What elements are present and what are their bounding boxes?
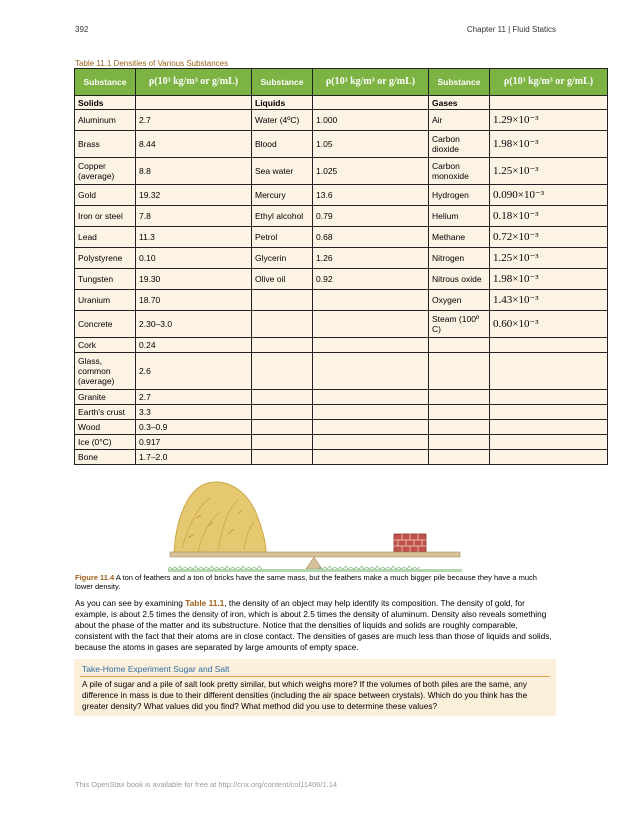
gas-density: 0.18×10⁻³	[490, 206, 608, 227]
solid-name: Glass, common (average)	[75, 353, 136, 390]
liquid-density	[313, 390, 429, 405]
liquid-name	[252, 420, 313, 435]
gas-density	[490, 450, 608, 465]
header-density-solids: ρ(10³ kg/m³ or g/mL)	[136, 69, 252, 96]
gas-density: 1.25×10⁻³	[490, 248, 608, 269]
figure-caption	[75, 573, 555, 591]
table-row	[75, 353, 608, 390]
paragraph-text-after: , the density of an object may help identify its composition. The density of gold, for example, is about 2.5 times the density of iron, which is about 2.5 times the density of aluminum. Density also reveals something about the phase of the matter and its substructure. Notice that the densities of liquids and solids are roughly comparable, consistent with the fact that their atoms are in close contact. The densities of gases are much less than those of liquids and solids, because the atoms in gases are separated by large amounts of empty space.	[75, 598, 552, 652]
gas-density: 1.98×10⁻³	[490, 269, 608, 290]
gas-name: Hydrogen	[429, 185, 490, 206]
experiment-text: A pile of sugar and a pile of salt look pretty similar, but which weighs more? If the volumes of both piles are the same, any difference in mass is due to their different densities (including the air space between crystals). Which do you think has the greater density? What values did you find? What method did you use to determine these values?	[82, 679, 528, 711]
gas-name	[429, 405, 490, 420]
balance-beam	[170, 552, 460, 557]
solid-name: Ice (0°C)	[75, 435, 136, 450]
header-substance-liquids: Substance	[252, 69, 313, 96]
liquid-density: 13.6	[313, 185, 429, 206]
table-row	[75, 185, 608, 206]
gas-density: 1.25×10⁻³	[490, 158, 608, 185]
section-solids: Solids	[75, 96, 136, 110]
liquid-density	[313, 450, 429, 465]
liquid-name	[252, 450, 313, 465]
solid-density: 8.8	[136, 158, 252, 185]
solid-name: Lead	[75, 227, 136, 248]
table-header-row	[75, 69, 608, 96]
liquid-name: Water (4ºC)	[252, 110, 313, 131]
table-row	[75, 435, 608, 450]
page-number: 392	[75, 25, 89, 34]
solid-name: Cork	[75, 338, 136, 353]
section-row	[75, 96, 608, 110]
solid-name: Granite	[75, 390, 136, 405]
gas-name: Steam (100º C)	[429, 311, 490, 338]
liquid-name	[252, 338, 313, 353]
solid-density: 1.7–2.0	[136, 450, 252, 465]
solid-density: 18.70	[136, 290, 252, 311]
table-caption: Table 11.1 Densities of Various Substances	[75, 59, 229, 68]
liquid-density: 1.05	[313, 131, 429, 158]
section-liquids: Liquids	[252, 96, 313, 110]
solid-name: Earth's crust	[75, 405, 136, 420]
gas-density: 1.43×10⁻³	[490, 290, 608, 311]
liquid-name: Glycerin	[252, 248, 313, 269]
gas-density	[490, 435, 608, 450]
solid-name: Iron or steel	[75, 206, 136, 227]
solid-density: 19.30	[136, 269, 252, 290]
liquid-density: 1.000	[313, 110, 429, 131]
gas-name: Helium	[429, 206, 490, 227]
table-row	[75, 158, 608, 185]
gas-name: Air	[429, 110, 490, 131]
header-density-liquids: ρ(10³ kg/m³ or g/mL)	[313, 69, 429, 96]
liquid-name: Sea water	[252, 158, 313, 185]
solid-name: Brass	[75, 131, 136, 158]
liquid-density: 0.68	[313, 227, 429, 248]
feather-pile	[174, 482, 266, 553]
table-row	[75, 131, 608, 158]
gas-name: Carbon monoxide	[429, 158, 490, 185]
liquid-name: Blood	[252, 131, 313, 158]
solid-density: 11.3	[136, 227, 252, 248]
gas-name	[429, 435, 490, 450]
gas-density	[490, 405, 608, 420]
solid-name: Concrete	[75, 311, 136, 338]
solid-density: 0.917	[136, 435, 252, 450]
gas-name: Oxygen	[429, 290, 490, 311]
solid-density: 2.7	[136, 110, 252, 131]
experiment-title: Take-Home Experiment Sugar and Salt	[82, 664, 230, 674]
table-row	[75, 405, 608, 420]
gas-density	[490, 353, 608, 390]
gas-density	[490, 420, 608, 435]
figure-caption-text: A ton of feathers and a ton of bricks have the same mass, but the feathers make a much bigger pile because they have a much lower density.	[75, 573, 537, 591]
solid-density: 0.10	[136, 248, 252, 269]
table-row	[75, 390, 608, 405]
gas-density: 0.60×10⁻³	[490, 311, 608, 338]
gas-density	[490, 390, 608, 405]
table-row	[75, 311, 608, 338]
chapter-title: Chapter 11 | Fluid Statics	[466, 25, 556, 34]
gas-density	[490, 338, 608, 353]
gas-name: Nitrous oxide	[429, 269, 490, 290]
table-row	[75, 206, 608, 227]
liquid-density	[313, 290, 429, 311]
liquid-name	[252, 390, 313, 405]
liquid-density: 1.26	[313, 248, 429, 269]
table-row	[75, 110, 608, 131]
gas-name	[429, 390, 490, 405]
liquid-name	[252, 311, 313, 338]
gas-name: Methane	[429, 227, 490, 248]
liquid-density	[313, 405, 429, 420]
solid-density: 3.3	[136, 405, 252, 420]
solid-density: 7.8	[136, 206, 252, 227]
gas-density: 1.29×10⁻³	[490, 110, 608, 131]
solid-density: 2.30–3.0	[136, 311, 252, 338]
solid-name: Tungsten	[75, 269, 136, 290]
gas-name: Nitrogen	[429, 248, 490, 269]
liquid-name	[252, 435, 313, 450]
liquid-density	[313, 338, 429, 353]
gas-name	[429, 450, 490, 465]
table-row	[75, 420, 608, 435]
solid-name: Copper (average)	[75, 158, 136, 185]
liquid-name	[252, 353, 313, 390]
table-row	[75, 338, 608, 353]
table-row	[75, 269, 608, 290]
table-row	[75, 290, 608, 311]
liquid-density: 0.92	[313, 269, 429, 290]
table-row	[75, 450, 608, 465]
body-paragraph	[75, 598, 557, 653]
liquid-name: Petrol	[252, 227, 313, 248]
table-reference-link[interactable]: Table 11.1	[185, 598, 225, 608]
solid-density: 8.44	[136, 131, 252, 158]
feathers-bricks-figure	[168, 478, 462, 576]
table-row	[75, 248, 608, 269]
gas-name	[429, 420, 490, 435]
experiment-divider	[80, 676, 550, 677]
solid-density: 0.24	[136, 338, 252, 353]
liquid-density: 1.025	[313, 158, 429, 185]
take-home-experiment-box	[74, 659, 556, 716]
liquid-density	[313, 311, 429, 338]
brick-stack	[394, 534, 426, 552]
liquid-name: Olive oil	[252, 269, 313, 290]
solid-density: 2.6	[136, 353, 252, 390]
gas-name	[429, 353, 490, 390]
solid-name: Gold	[75, 185, 136, 206]
page-footer: This OpenStax book is available for free at http://cnx.org/content/col11406/1.14	[75, 780, 338, 789]
solid-density: 0.3–0.9	[136, 420, 252, 435]
section-gases: Gases	[429, 96, 490, 110]
header-substance-solids: Substance	[75, 69, 136, 96]
gas-name: Carbon dioxide	[429, 131, 490, 158]
solid-name: Bone	[75, 450, 136, 465]
solid-name: Aluminum	[75, 110, 136, 131]
gas-name	[429, 338, 490, 353]
table-row	[75, 227, 608, 248]
header-density-gases: ρ(10³ kg/m³ or g/mL)	[490, 69, 608, 96]
figure-label: Figure 11.4	[75, 573, 115, 582]
paragraph-text-before: As you can see by examining	[75, 598, 186, 608]
solid-name: Polystyrene	[75, 248, 136, 269]
liquid-density: 0.79	[313, 206, 429, 227]
liquid-density	[313, 435, 429, 450]
liquid-name: Mercury	[252, 185, 313, 206]
solid-name: Wood	[75, 420, 136, 435]
solid-name: Uranium	[75, 290, 136, 311]
density-table	[74, 68, 608, 465]
solid-density: 2.7	[136, 390, 252, 405]
liquid-name: Ethyl alcohol	[252, 206, 313, 227]
liquid-density	[313, 420, 429, 435]
gas-density: 1.98×10⁻³	[490, 131, 608, 158]
gas-density: 0.72×10⁻³	[490, 227, 608, 248]
header-substance-gases: Substance	[429, 69, 490, 96]
liquid-name	[252, 290, 313, 311]
gas-density: 0.090×10⁻³	[490, 185, 608, 206]
liquid-density	[313, 353, 429, 390]
liquid-name	[252, 405, 313, 420]
solid-density: 19.32	[136, 185, 252, 206]
